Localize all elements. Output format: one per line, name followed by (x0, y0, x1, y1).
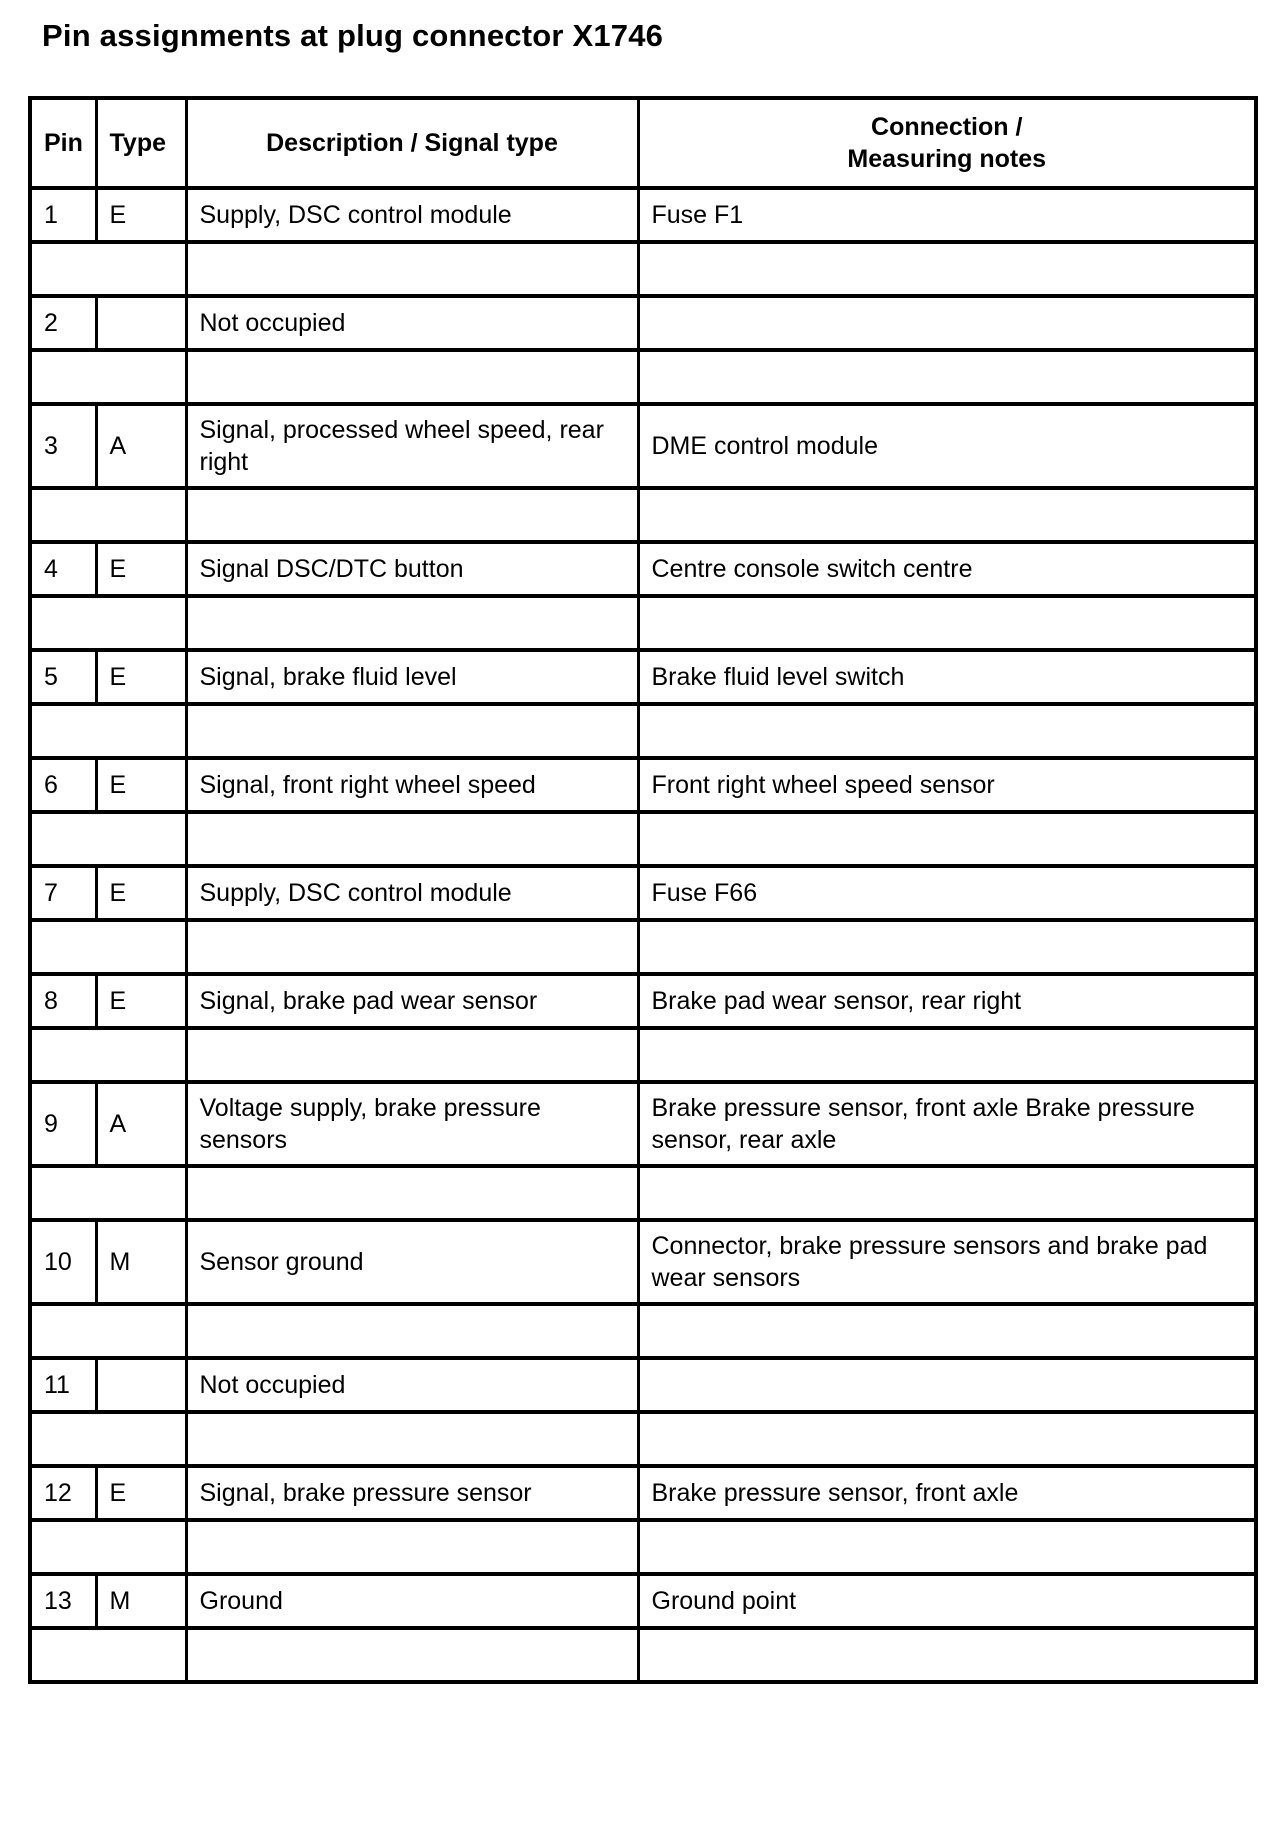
pin-type: E (96, 758, 186, 812)
pin-type: A (96, 404, 186, 488)
pin-connection: Fuse F1 (638, 188, 1256, 242)
pin-type: M (96, 1574, 186, 1628)
spacer-row (30, 1166, 1256, 1220)
pin-connection: Connector, brake pressure sensors and brake pad wear sensors (638, 1220, 1256, 1304)
header-pin: Pin (30, 98, 96, 188)
pin-type (96, 296, 186, 350)
table-row (30, 974, 1256, 1028)
pin-description: Not occupied (186, 1358, 638, 1412)
table-row (30, 650, 1256, 704)
pin-connection: Centre console switch centre (638, 542, 1256, 596)
spacer-row (30, 1412, 1256, 1466)
pin-connection (638, 296, 1256, 350)
pin-connection: Brake fluid level switch (638, 650, 1256, 704)
pin-number: 5 (30, 650, 96, 704)
pin-description: Signal, processed wheel speed, rear right (186, 404, 638, 488)
pin-description: Not occupied (186, 296, 638, 350)
pin-description: Supply, DSC control module (186, 866, 638, 920)
header-type: Type (96, 98, 186, 188)
pin-connection: Front right wheel speed sensor (638, 758, 1256, 812)
pin-assignment-table (28, 96, 1258, 1684)
pin-connection: Fuse F66 (638, 866, 1256, 920)
header-connection-line2: Measuring notes (847, 145, 1047, 173)
pin-number: 13 (30, 1574, 96, 1628)
pin-description: Signal, brake pad wear sensor (186, 974, 638, 1028)
table-row (30, 866, 1256, 920)
pin-description: Sensor ground (186, 1220, 638, 1304)
pin-description: Supply, DSC control module (186, 188, 638, 242)
page-title: Pin assignments at plug connector X1746 (42, 18, 664, 53)
pin-number: 7 (30, 866, 96, 920)
pin-description: Signal, front right wheel speed (186, 758, 638, 812)
table-row (30, 1082, 1256, 1166)
pin-description: Ground (186, 1574, 638, 1628)
pin-type: M (96, 1220, 186, 1304)
header-connection-line1: Connection / (871, 113, 1023, 141)
pin-number: 8 (30, 974, 96, 1028)
spacer-row (30, 350, 1256, 404)
pin-type: E (96, 974, 186, 1028)
spacer-row (30, 1028, 1256, 1082)
pin-type: E (96, 866, 186, 920)
table-row (30, 542, 1256, 596)
pin-type: E (96, 650, 186, 704)
pin-number: 2 (30, 296, 96, 350)
pin-description: Signal DSC/DTC button (186, 542, 638, 596)
pin-type (96, 1358, 186, 1412)
spacer-row (30, 812, 1256, 866)
spacer-row (30, 704, 1256, 758)
pin-connection (638, 1358, 1256, 1412)
header-description: Description / Signal type (186, 98, 638, 188)
pin-number: 9 (30, 1082, 96, 1166)
spacer-row (30, 1304, 1256, 1358)
pin-number: 11 (30, 1358, 96, 1412)
spacer-row (30, 596, 1256, 650)
pin-description: Signal, brake pressure sensor (186, 1466, 638, 1520)
pin-connection: Brake pressure sensor, front axle (638, 1466, 1256, 1520)
spacer-row (30, 1628, 1256, 1682)
pin-connection: Ground point (638, 1574, 1256, 1628)
pin-description: Signal, brake fluid level (186, 650, 638, 704)
pin-connection: DME control module (638, 404, 1256, 488)
pin-description: Voltage supply, brake pressure sensors (186, 1082, 638, 1166)
pin-number: 1 (30, 188, 96, 242)
table-row (30, 188, 1256, 242)
table-row (30, 1574, 1256, 1628)
pin-type: E (96, 188, 186, 242)
pin-type: A (96, 1082, 186, 1166)
spacer-row (30, 920, 1256, 974)
header-connection (638, 98, 1256, 188)
table-row (30, 296, 1256, 350)
table-row (30, 758, 1256, 812)
pin-connection: Brake pressure sensor, front axle Brake pressure sensor, rear axle (638, 1082, 1256, 1166)
pin-number: 4 (30, 542, 96, 596)
pin-connection: Brake pad wear sensor, rear right (638, 974, 1256, 1028)
pin-type: E (96, 542, 186, 596)
table-row (30, 1220, 1256, 1304)
pin-type: E (96, 1466, 186, 1520)
pin-number: 10 (30, 1220, 96, 1304)
pin-number: 12 (30, 1466, 96, 1520)
pin-number: 6 (30, 758, 96, 812)
table-row (30, 1466, 1256, 1520)
table-row (30, 404, 1256, 488)
table-row (30, 1358, 1256, 1412)
spacer-row (30, 488, 1256, 542)
spacer-row (30, 1520, 1256, 1574)
pin-number: 3 (30, 404, 96, 488)
spacer-row (30, 242, 1256, 296)
table-header-row (30, 98, 1256, 188)
